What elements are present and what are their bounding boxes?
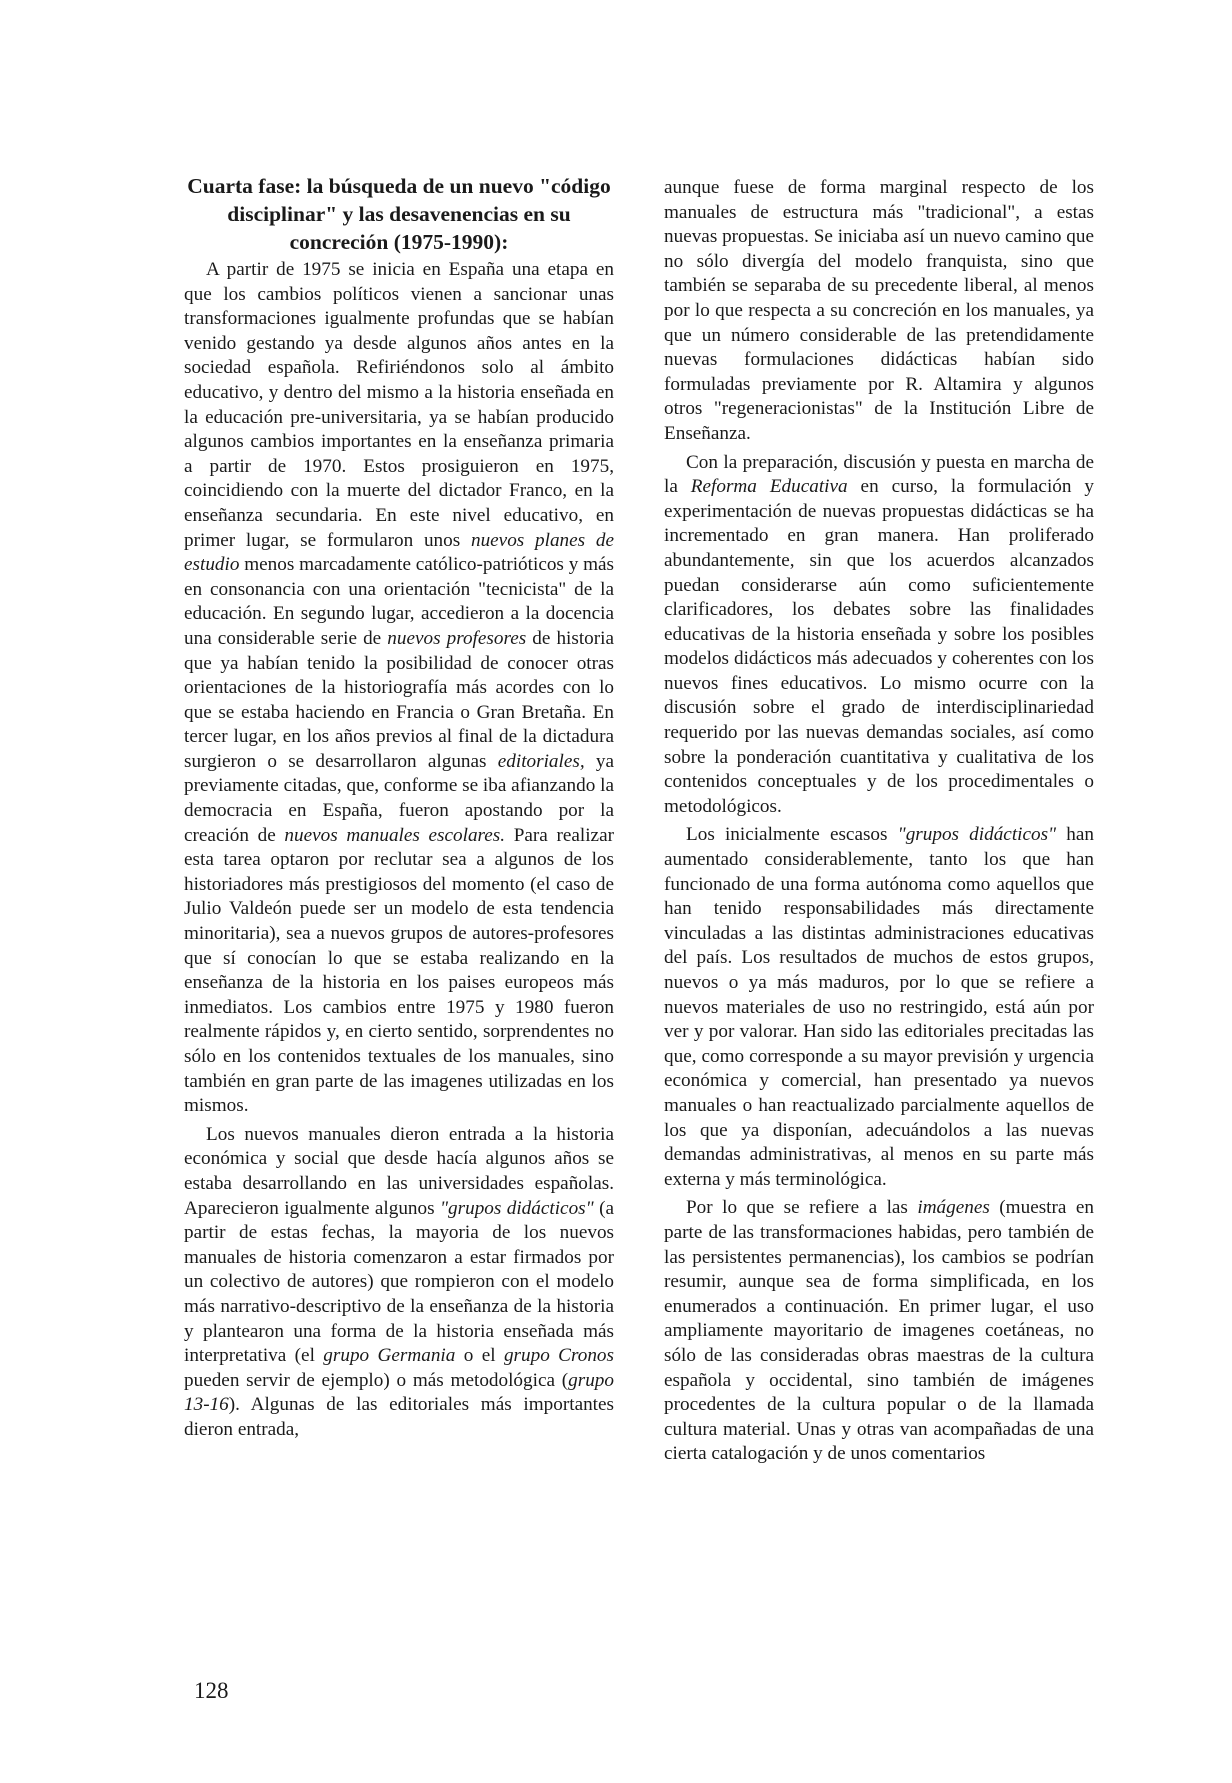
left-column [184,172,614,1443]
paragraph: A partir de 1975 se inicia en España una etapa en que los cambios políticos vienen a sancionar unas transformaciones igualmente profundas que se habían venido gestando ya desde algunos años antes en la sociedad española. Refiriéndonos solo al ámbito educativo, y dentro del mismo a la historia enseñada en la educación pre-universitaria, ya se habían producido algunos cambios importantes en la enseñanza primaria a partir de 1970. Estos prosiguieron en 1975, coincidiendo con la muerte del dictador Franco, en la enseñanza secundaria. En este nivel educativo, en primer lugar, se formularon unos nuevos planes de estudio menos marcadamente católico-patrióticos y más en consonancia con una orientación "tecnicista" de la educación. En segundo lugar, accedieron a la docencia una considerable serie de nuevos profesores de historia que ya habían tenido la posibilidad de conocer otras orientaciones de la historiografía más acordes con lo que se estaba haciendo en Francia o Gran Bretaña. En tercer lugar, en los años previos al final de la dictadura surgieron o se desarrollaron algunas editoriales, ya previamente citadas, que, conforme se iba afianzando la democracia en España, fueron apostando por la creación de nuevos manuales escolares. Para realizar esta tarea optaron por reclutar sea a algunos de los historiadores más prestigiosos del momento (el caso de Julio Valdeón puede ser un modelo de esta tendencia minoritaria), sea a nuevos grupos de autores-profesores que sí conocían lo que se estaba realizando en la enseñanza de la historia en los paises europeos más inmediatos. Los cambios entre 1975 y 1980 fueron realmente rápidos y, en cierto sentido, sorprendentes no sólo en los contenidos textuales de los manuales, sino también en gran parte de las imagenes utilizadas en los mismos. [184,259,614,1117]
italic-text: grupo Cronos [503,1345,614,1367]
paragraph: aunque fuese de forma marginal respecto de los manuales de estructura más "tradicional", a estas nuevas propuestas. Se iniciaba así un nuevo camino que no sólo divergía del modelo franquista, sino que también se separaba de su precedente liberal, al menos por lo que respecta a su concreción en los manuales, ya que un número considerable de las pretendidamente nuevas formulaciones didácticas habían sido formuladas previamente por R. Altamira y algunos otros "regeneracionistas" de la Institución Libre de Enseñanza. [664,177,1095,444]
paragraph: Los inicialmente escasos "grupos didácticos" han aumentado considerablemente, tanto los que han funcionado de una forma autónoma como aquellos que han tenido responsabilidades más directamente vinculadas a las distintas administraciones educativas del país. Los resultados de muchos de estos grupos, nuevos o ya más maduros, por lo que se refiere a nuevos materiales de uso no restringido, está aún por ver y por valorar. Han sido las editoriales precitadas las que, como corresponde a su mayor previsión y urgencia económica y comercial, han presentado ya nuevos manuales o han reactualizado parcialmente aquellos de los que ya disponían, adecuándolos a las nuevas demandas administrativas, al menos en su parte más externa y más terminológica. [664,824,1094,1190]
right-column [664,176,1094,1467]
italic-text: editoriales, [497,750,585,772]
italic-text: grupo Germania [323,1345,456,1367]
italic-text: nuevos planes de estudio [184,529,614,576]
italic-text: grupo 13-16 [184,1369,614,1416]
paragraph: Por lo que se refiere a las imágenes (muestra en parte de las transformaciones habidas, pero también de las persistentes permanencias), los cambios se podrían resumir, aunque sea de forma simplificada, en los enumerados a continuación. En primer lugar, el uso ampliamente mayoritario de imagenes coetáneas, no sólo de las consideradas obras maestras de la cultura española y occidental, sino también de imágenes procedentes de la cultura popular o de la llamada cultura material. Unas y otras van acompañadas de una cierta catalogación y de unos comentarios [664,1197,1094,1465]
italic-text: nuevos manuales escolares. [284,824,506,846]
italic-text: "grupos didácticos" [439,1197,594,1219]
section-heading: Cuarta fase: la búsqueda de un nuevo "código disciplinar" y las desavenencias en su concreción (1975-1990): [187,174,611,254]
italic-text: nuevos profesores [387,627,527,649]
italic-text: imágenes [917,1197,990,1219]
page-number: 128 [194,1678,229,1703]
paragraph: Los nuevos manuales dieron entrada a la historia económica y social que desde hacía algunos años se estaba desarrollando en las universidades españolas. Aparecieron igualmente algunos "grupos didácticos" (a partir de estas fechas, la mayoria de los nuevos manuales de historia comenzaron a estar firmados por un colectivo de autores) que rompieron con el modelo más narrativo-descriptivo de la enseñanza de la historia y plantearon una forma de la historia enseñada más interpretativa (el grupo Germania o el grupo Cronos pueden servir de ejemplo) o más metodológica (grupo 13-16). Algunas de las editoriales más importantes dieron entrada, [184,1123,614,1440]
italic-text: "grupos didácticos" [897,824,1057,846]
italic-text: Reforma Educativa [690,476,848,498]
paragraph: Con la preparación, discusión y puesta en marcha de la Reforma Educativa en curso, la formulación y experimentación de nuevas propuestas didácticas se ha incrementado en gran manera. Han proliferado abundantemente, sin que los acuerdos alcanzados puedan considerarse aún como suficientemente clarificadores, los debates sobre las finalidades educativas de la historia enseñada y sobre los posibles modelos didácticos más adecuados y coherentes con los nuevos fines educativos. Lo mismo ocurre con la discusión sobre el grado de interdisciplinariedad requerido por las nuevas demandas sociales, así como sobre la ponderación cuantitativa y cualitativa de los contenidos conceptuales y de los procedimentales o metodológicos. [664,451,1094,817]
